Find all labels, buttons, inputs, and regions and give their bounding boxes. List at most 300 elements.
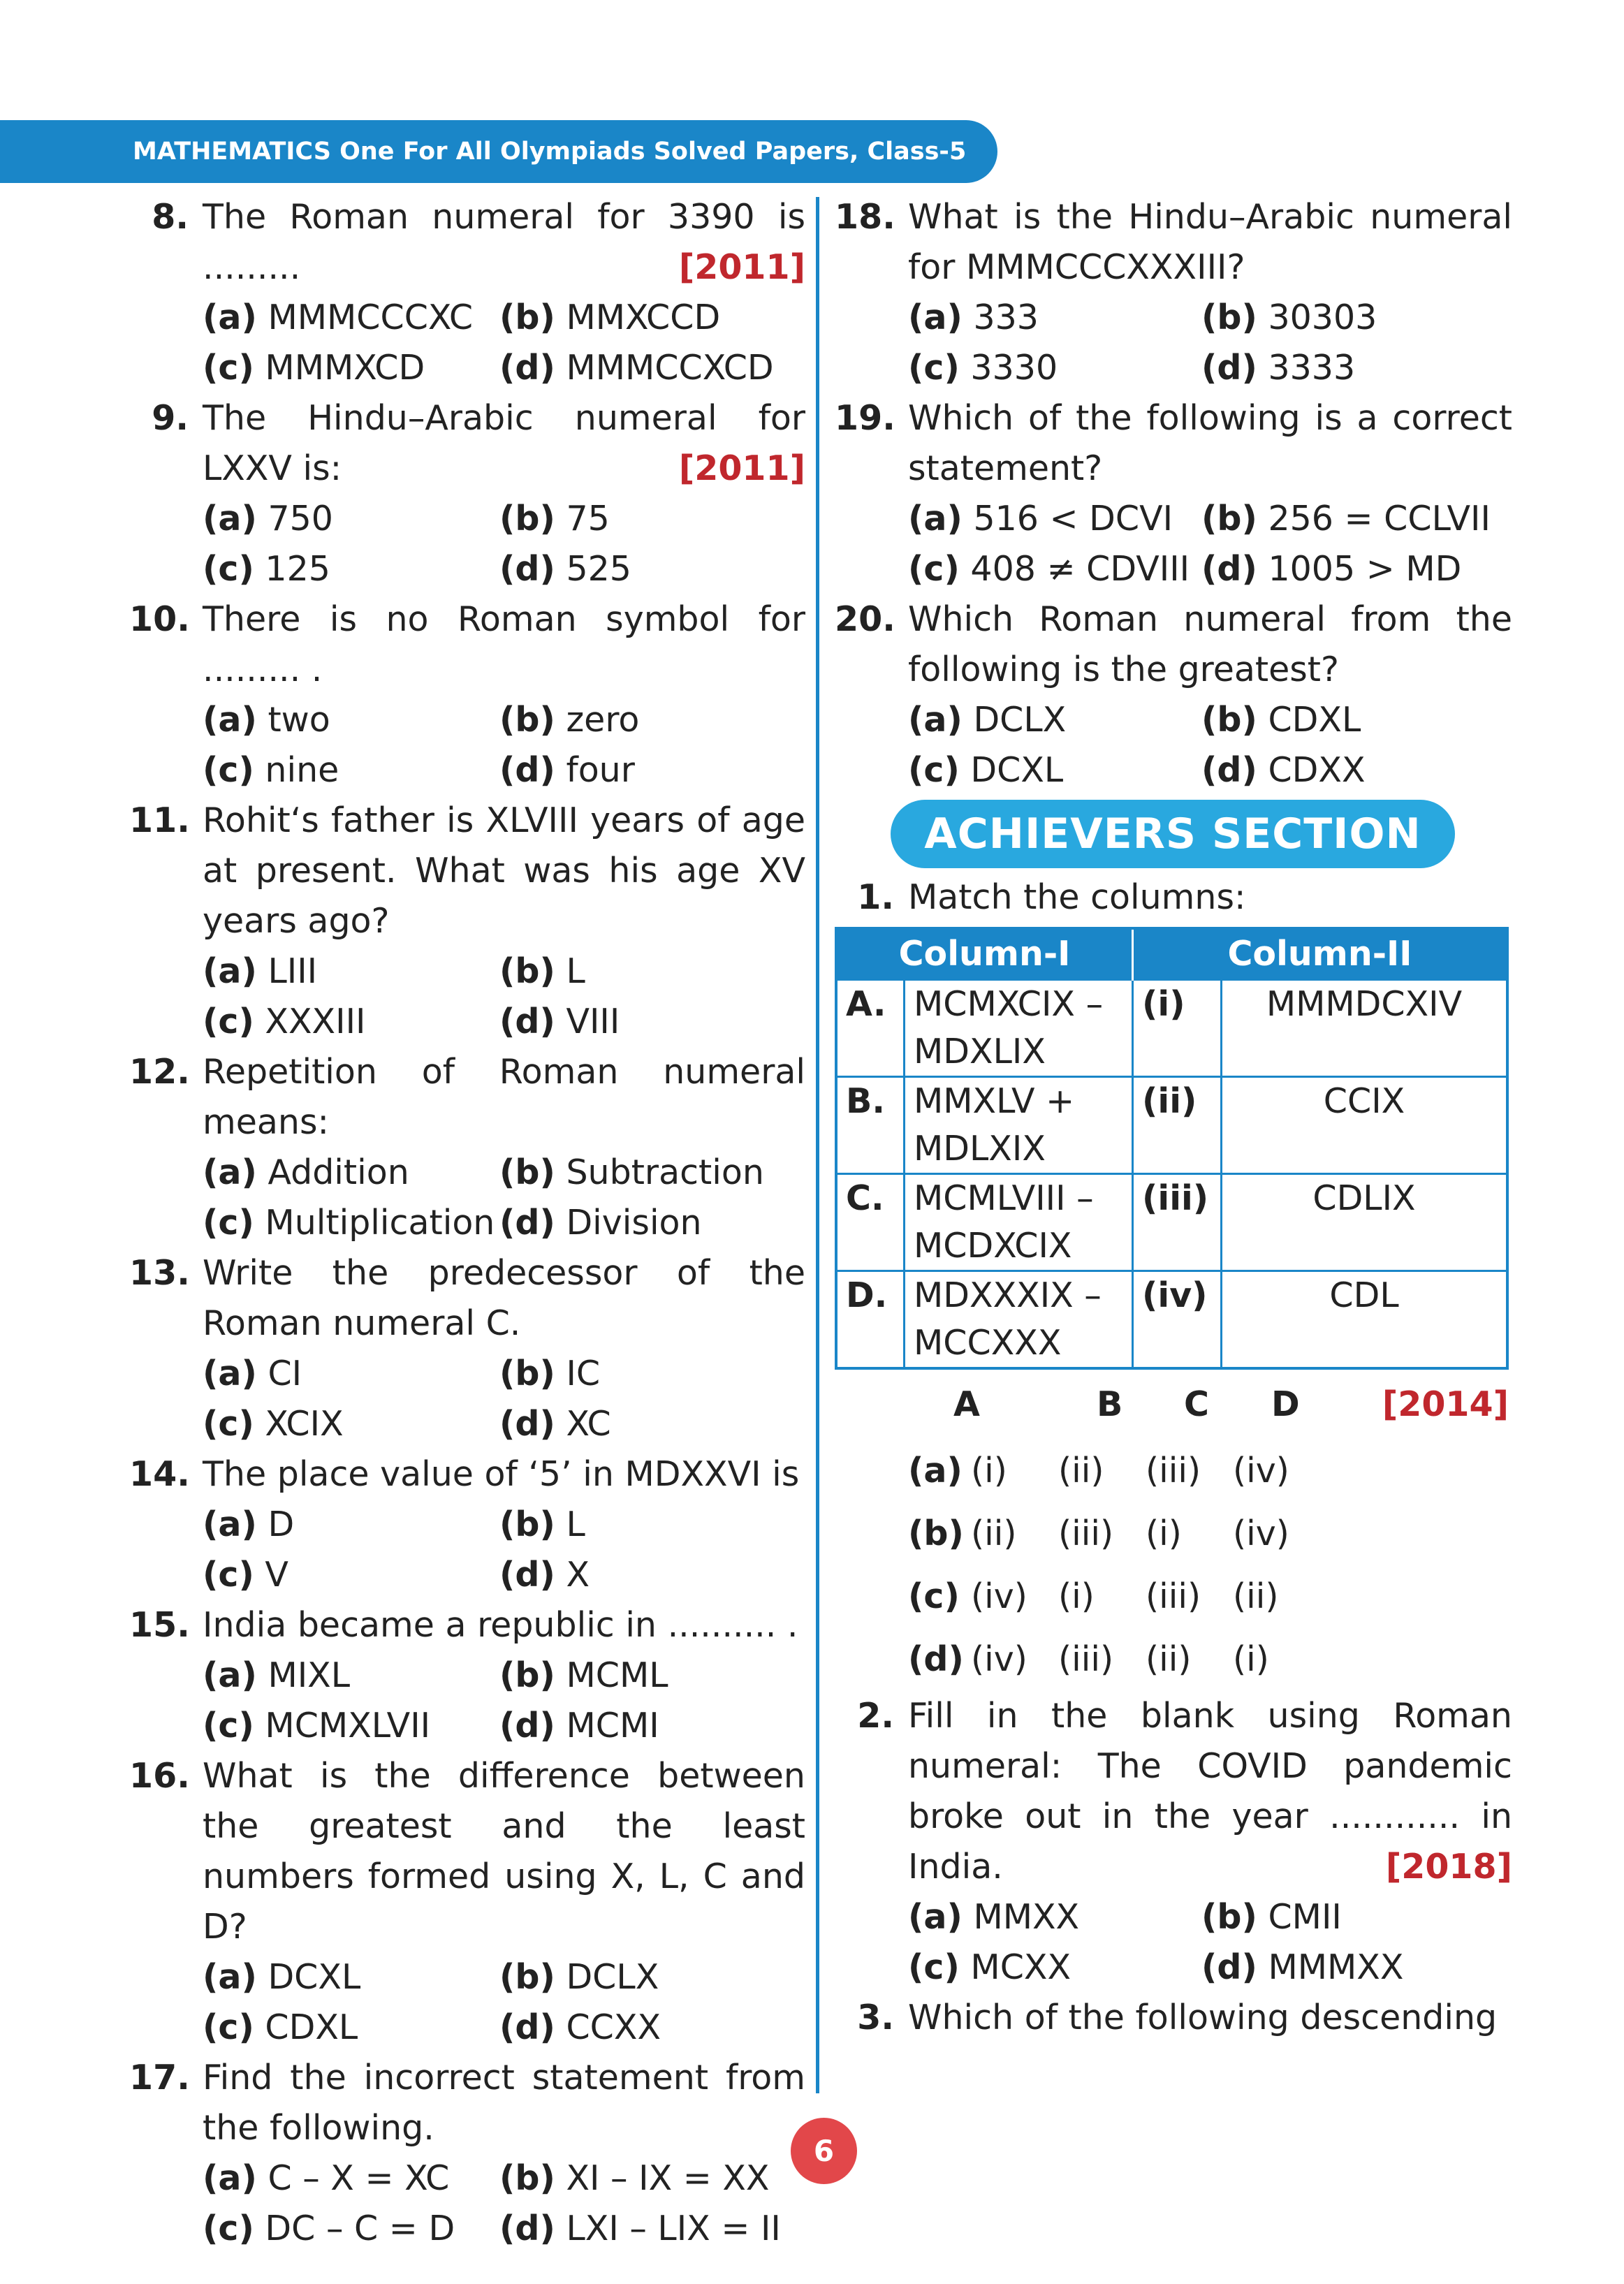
option xyxy=(203,1399,499,1449)
option-letter: (a) xyxy=(203,1505,257,1544)
option xyxy=(203,2003,499,2053)
question-text-content: Rohit‘s father is XLVIII years of age at present. What was his age XV years ago? xyxy=(203,800,805,941)
options xyxy=(129,1650,805,1751)
answer-header xyxy=(835,1370,1512,1440)
option xyxy=(203,1701,499,1751)
year-tag: [2014] xyxy=(1382,1384,1509,1424)
option xyxy=(203,695,499,745)
column-i-expression: MCMXCIX – MDXLIX xyxy=(905,980,1133,1077)
option xyxy=(499,1148,805,1198)
option xyxy=(1201,745,1512,796)
column-ii-value: CCIX xyxy=(1222,1077,1508,1174)
option xyxy=(499,1500,805,1550)
option-letter: (b) xyxy=(499,1505,555,1544)
option xyxy=(1201,494,1512,544)
options xyxy=(129,494,805,594)
option-letter: (c) xyxy=(203,549,254,589)
question-number: 15. xyxy=(129,1605,190,1645)
question-number: 19. xyxy=(835,398,895,438)
option-text: MIXL xyxy=(268,1655,351,1695)
option-text: MCML xyxy=(566,1655,668,1695)
option-letter: (d) xyxy=(1201,750,1257,790)
option-text: CDXX xyxy=(1268,750,1366,790)
year-tag: [2018] xyxy=(1385,1847,1512,1887)
match-row xyxy=(836,1174,1507,1271)
option-text: D xyxy=(268,1505,295,1544)
option-value: (ii) xyxy=(1146,1639,1192,1679)
match-table xyxy=(835,927,1509,1370)
question-text xyxy=(203,1047,805,1148)
option xyxy=(499,1550,805,1600)
question-number: 9. xyxy=(152,398,189,438)
option-value: (i) xyxy=(1146,1514,1182,1553)
option xyxy=(203,2204,499,2254)
question xyxy=(129,1449,805,1500)
option-value: (iii) xyxy=(1146,1451,1201,1491)
option xyxy=(203,745,499,796)
option-text: MCXX xyxy=(970,1947,1071,1987)
question-text-content: What is the Hindu–Arabic numeral for MMMCCCXXXIII? xyxy=(908,197,1512,287)
option xyxy=(499,1399,805,1449)
option-text: L xyxy=(566,951,585,991)
option-letter: (a) xyxy=(908,700,963,740)
option-letter: (c) xyxy=(203,750,254,790)
option-text: MMMCCCXC xyxy=(268,298,474,337)
question-text: Match the columns: xyxy=(908,877,1246,917)
option-text: Subtraction xyxy=(566,1152,764,1192)
achievers-section-banner xyxy=(835,796,1512,872)
option-text: 408 ≠ CDVIII xyxy=(970,549,1190,589)
question-number: 13. xyxy=(129,1253,190,1293)
option xyxy=(203,343,499,393)
option xyxy=(499,544,805,594)
option xyxy=(1201,343,1512,393)
option xyxy=(908,494,1201,544)
question-text xyxy=(908,393,1512,494)
option-value: (i) xyxy=(1233,1639,1269,1679)
option xyxy=(499,1198,805,1248)
option-value: (iv) xyxy=(1233,1514,1289,1553)
match-row xyxy=(836,980,1507,1077)
question xyxy=(129,1047,805,1148)
question xyxy=(835,872,1512,923)
option-letter: (b) xyxy=(499,1354,555,1393)
option xyxy=(203,494,499,544)
question-text xyxy=(203,796,805,946)
option-letter: (b) xyxy=(499,1655,555,1695)
left-column xyxy=(129,192,805,2254)
option-text: XC xyxy=(566,1404,611,1444)
option xyxy=(1201,293,1512,343)
row-roman: (iii) xyxy=(1133,1174,1222,1271)
answer-head-c: C xyxy=(1184,1384,1209,1424)
question-text xyxy=(203,594,805,695)
question-text-content: The place value of ‘5’ in MDXXVI is xyxy=(203,1454,800,1494)
option-text: MMMXX xyxy=(1268,1947,1404,1987)
option-text: 3330 xyxy=(970,348,1058,388)
option-text: CMII xyxy=(1268,1897,1342,1937)
answer-option xyxy=(835,1440,1512,1502)
option-letter: (c) xyxy=(203,1706,254,1745)
option xyxy=(203,1349,499,1399)
option-text: MMXX xyxy=(973,1897,1080,1937)
option-letter: (c) xyxy=(908,1947,960,1987)
option-letter: (a) xyxy=(908,298,963,337)
options xyxy=(129,2153,805,2254)
option xyxy=(499,997,805,1047)
option xyxy=(203,1650,499,1701)
option-text: MCMI xyxy=(566,1706,659,1745)
page-number: 6 xyxy=(791,2118,857,2184)
question-number: 2. xyxy=(857,1696,894,1736)
option xyxy=(203,1550,499,1600)
option-letter: (a) xyxy=(908,1451,963,1491)
options xyxy=(129,1349,805,1449)
question xyxy=(129,1600,805,1650)
question-number: 16. xyxy=(129,1756,190,1796)
option xyxy=(499,946,805,997)
option-letter: (b) xyxy=(1201,499,1257,539)
option-text: IC xyxy=(566,1354,601,1393)
option-text: 125 xyxy=(265,549,330,589)
option-text: 525 xyxy=(566,549,631,589)
option-letter: (b) xyxy=(1201,298,1257,337)
option-text: two xyxy=(268,700,330,740)
option-text: V xyxy=(265,1555,288,1595)
column-i-expression: MMXLV + MDLXIX xyxy=(905,1077,1133,1174)
question-text xyxy=(203,1751,805,1952)
option-letter: (a) xyxy=(203,1354,257,1393)
option xyxy=(499,2204,805,2254)
question xyxy=(129,594,805,695)
option-letter: (d) xyxy=(499,1203,555,1243)
question xyxy=(129,192,805,293)
question xyxy=(129,2053,805,2153)
question-text-content: Find the incorrect statement from the following. xyxy=(203,2058,805,2148)
option-text: Division xyxy=(566,1203,702,1243)
option-text: MCMXLVII xyxy=(265,1706,431,1745)
row-letter: B. xyxy=(836,1077,905,1174)
option-text: 75 xyxy=(566,499,610,539)
option xyxy=(499,1952,805,2003)
options xyxy=(835,1892,1512,1993)
option-letter: (b) xyxy=(499,1152,555,1192)
option-letter: (c) xyxy=(203,1404,254,1444)
question-text-content: The Hindu–Arabic numeral for LXXV is: xyxy=(203,398,805,488)
option-letter: (d) xyxy=(499,2209,555,2248)
options xyxy=(129,1148,805,1248)
option-letter: (c) xyxy=(203,2209,254,2248)
option xyxy=(203,997,499,1047)
question-text-content: Repetition of Roman numeral means: xyxy=(203,1052,805,1142)
option xyxy=(908,293,1201,343)
question-text-content: There is no Roman symbol for ......... . xyxy=(203,599,805,689)
year-tag: [2011] xyxy=(678,448,805,488)
option xyxy=(1201,695,1512,745)
option-text: 1005 > MD xyxy=(1268,549,1462,589)
answer-option xyxy=(835,1628,1512,1691)
option-value: (ii) xyxy=(971,1514,1017,1553)
option-text: LIII xyxy=(268,951,318,991)
option-text: DCLX xyxy=(973,700,1067,740)
option-text: CCXX xyxy=(566,2007,661,2047)
option-letter: (d) xyxy=(499,2007,555,2047)
option xyxy=(203,544,499,594)
option-letter: (d) xyxy=(499,348,555,388)
question-text-content: Fill in the blank using Roman numeral: The COVID pandemic broke out in the year ............ in India. xyxy=(908,1696,1512,1887)
option-text: four xyxy=(566,750,635,790)
question-number: 17. xyxy=(129,2058,190,2098)
option xyxy=(499,293,805,343)
option-letter: (b) xyxy=(499,298,555,337)
option-text: VIII xyxy=(566,1002,620,1041)
question xyxy=(835,1993,1512,2043)
option xyxy=(908,745,1201,796)
question-text-content: Write the predecessor of the Roman numeral C. xyxy=(203,1253,805,1343)
option-text: 333 xyxy=(973,298,1039,337)
option-letter: (c) xyxy=(203,1203,254,1243)
options xyxy=(129,1500,805,1600)
option-letter: (b) xyxy=(1201,1897,1257,1937)
option-text: MMMCCXCD xyxy=(566,348,774,388)
answer-option xyxy=(835,1502,1512,1565)
option-value: (iv) xyxy=(971,1576,1027,1616)
option xyxy=(1201,1892,1512,1942)
question-text xyxy=(908,594,1512,695)
match-table-header xyxy=(836,928,1507,980)
option xyxy=(499,2153,805,2204)
option xyxy=(499,695,805,745)
option-text: X xyxy=(566,1555,590,1595)
option xyxy=(908,1942,1201,1993)
question xyxy=(835,192,1512,293)
option-letter: (c) xyxy=(908,549,960,589)
options xyxy=(129,293,805,393)
options xyxy=(835,695,1512,796)
answer-head-b: B xyxy=(1097,1384,1123,1424)
option-letter: (a) xyxy=(203,499,257,539)
option xyxy=(203,1148,499,1198)
option-text: DCLX xyxy=(566,1957,659,1997)
options xyxy=(835,293,1512,393)
column-i-expression: MCMLVIII – MCDXCIX xyxy=(905,1174,1133,1271)
option xyxy=(203,293,499,343)
option-text: XCIX xyxy=(265,1404,344,1444)
option-letter: (d) xyxy=(1201,549,1257,589)
option-text: L xyxy=(566,1505,585,1544)
option-letter: (a) xyxy=(908,1897,963,1937)
option-letter: (a) xyxy=(908,499,963,539)
option-letter: (c) xyxy=(908,1576,960,1616)
question-text xyxy=(203,393,805,494)
option xyxy=(1201,544,1512,594)
option xyxy=(203,1952,499,2003)
column-i-header: Column-I xyxy=(836,928,1133,980)
option-text: 750 xyxy=(268,499,333,539)
column-ii-value: CDL xyxy=(1222,1271,1508,1369)
option xyxy=(908,343,1201,393)
option-text: DCXL xyxy=(970,750,1064,790)
option-letter: (a) xyxy=(203,1655,257,1695)
row-roman: (iv) xyxy=(1133,1271,1222,1369)
right-questions xyxy=(835,192,1512,796)
option xyxy=(908,695,1201,745)
question xyxy=(129,393,805,494)
options xyxy=(129,695,805,796)
option-letter: (d) xyxy=(499,549,555,589)
option-text: CDXL xyxy=(265,2007,358,2047)
options xyxy=(835,494,1512,594)
option xyxy=(499,1701,805,1751)
question-text xyxy=(203,1248,805,1349)
option-letter: (c) xyxy=(203,1002,254,1041)
option-letter: (d) xyxy=(499,1706,555,1745)
option-letter: (b) xyxy=(499,2158,555,2198)
option xyxy=(499,494,805,544)
question xyxy=(129,1248,805,1349)
option xyxy=(203,1198,499,1248)
option-letter: (d) xyxy=(499,1404,555,1444)
match-row xyxy=(836,1077,1507,1174)
option xyxy=(203,2153,499,2204)
question-number: 1. xyxy=(857,877,894,917)
option-letter: (d) xyxy=(499,750,555,790)
row-letter: C. xyxy=(836,1174,905,1271)
question-text xyxy=(908,192,1512,293)
achievers-section-title: ACHIEVERS SECTION xyxy=(891,800,1455,868)
option-letter: (b) xyxy=(499,1957,555,1997)
option-letter: (c) xyxy=(203,348,254,388)
option-text: MMXCCD xyxy=(566,298,721,337)
options xyxy=(129,1952,805,2053)
question-text xyxy=(908,1691,1512,1892)
option-value: (i) xyxy=(1058,1576,1095,1616)
option-value: (i) xyxy=(971,1451,1007,1491)
question-text-content: India became a republic in .......... . xyxy=(203,1605,798,1645)
option-value: (iv) xyxy=(1233,1451,1289,1491)
option-text: 30303 xyxy=(1268,298,1377,337)
question-number: 20. xyxy=(835,599,895,639)
option-letter: (d) xyxy=(499,1555,555,1595)
match-row xyxy=(836,1271,1507,1369)
answer-options xyxy=(835,1440,1512,1691)
column-ii-value: MMMDCXIV xyxy=(1222,980,1508,1077)
option-text: LXI – LIX = II xyxy=(566,2209,781,2248)
question-text-content: Which of the following is a correct statement? xyxy=(908,398,1512,488)
right-column xyxy=(835,192,1512,2043)
question-text-content: The Roman numeral for 3390 is ......... xyxy=(203,197,805,287)
option-text: nine xyxy=(265,750,339,790)
option-letter: (c) xyxy=(203,1555,254,1595)
option xyxy=(499,1650,805,1701)
question xyxy=(835,594,1512,695)
option xyxy=(499,343,805,393)
option-text: zero xyxy=(566,700,640,740)
option-letter: (c) xyxy=(203,2007,254,2047)
column-i-expression: MDXXXIX – MCCXXX xyxy=(905,1271,1133,1369)
option-text: MMMXCD xyxy=(265,348,425,388)
question xyxy=(835,1691,1512,1892)
question-number: 10. xyxy=(129,599,190,639)
question-text xyxy=(203,2053,805,2153)
option-letter: (a) xyxy=(203,951,257,991)
option-letter: (c) xyxy=(908,348,960,388)
option-letter: (a) xyxy=(203,2158,257,2198)
column-ii-value: CDLIX xyxy=(1222,1174,1508,1271)
answer-head-a: A xyxy=(953,1384,980,1424)
option-letter: (b) xyxy=(499,700,555,740)
option-letter: (b) xyxy=(499,499,555,539)
column-divider xyxy=(816,197,819,2093)
question-text xyxy=(203,1600,805,1650)
option-text: Addition xyxy=(268,1152,409,1192)
option-letter: (a) xyxy=(203,1957,257,1997)
option-value: (iii) xyxy=(1058,1514,1114,1553)
question-text xyxy=(203,192,805,293)
question xyxy=(835,393,1512,494)
option-text: C – X = XC xyxy=(268,2158,450,2198)
option-letter: (d) xyxy=(1201,1947,1257,1987)
year-tag: [2011] xyxy=(678,247,805,287)
option-text: Multiplication xyxy=(265,1203,495,1243)
option-text: XXXIII xyxy=(265,1002,366,1041)
option-letter: (b) xyxy=(1201,700,1257,740)
question xyxy=(129,1751,805,1952)
option xyxy=(908,1892,1201,1942)
row-letter: D. xyxy=(836,1271,905,1369)
option-letter: (d) xyxy=(499,1002,555,1041)
question-number: 12. xyxy=(129,1052,190,1092)
option-value: (iii) xyxy=(1146,1576,1201,1616)
option-text: 516 < DCVI xyxy=(973,499,1173,539)
option-letter: (d) xyxy=(908,1639,964,1679)
option-text: 256 = CCLVII xyxy=(1268,499,1491,539)
row-roman: (ii) xyxy=(1133,1077,1222,1174)
option-letter: (a) xyxy=(203,298,257,337)
question xyxy=(129,796,805,946)
option-value: (ii) xyxy=(1233,1576,1279,1616)
column-ii-header: Column-II xyxy=(1133,928,1508,980)
answer-head-d: D xyxy=(1271,1384,1300,1424)
row-roman: (i) xyxy=(1133,980,1222,1077)
question-number: 3. xyxy=(857,1998,894,2037)
option-letter: (a) xyxy=(203,700,257,740)
option-value: (iv) xyxy=(971,1639,1027,1679)
option xyxy=(1201,1942,1512,1993)
option-letter: (d) xyxy=(1201,348,1257,388)
question-text-content: Which Roman numeral from the following is the greatest? xyxy=(908,599,1512,689)
option-text: CI xyxy=(268,1354,302,1393)
option xyxy=(908,544,1201,594)
option xyxy=(499,745,805,796)
option-letter: (c) xyxy=(908,750,960,790)
option-letter: (a) xyxy=(203,1152,257,1192)
option xyxy=(203,946,499,997)
option-text: CDXL xyxy=(1268,700,1361,740)
question-number: 14. xyxy=(129,1454,190,1494)
answer-option xyxy=(835,1565,1512,1628)
option-value: (ii) xyxy=(1058,1451,1104,1491)
option-letter: (b) xyxy=(908,1514,964,1553)
question-number: 18. xyxy=(835,197,895,237)
row-letter: A. xyxy=(836,980,905,1077)
header-title: MATHEMATICS One For All Olympiads Solved Papers, Class-5 xyxy=(133,138,967,166)
option-text: XI – IX = XX xyxy=(566,2158,770,2198)
question-number: 8. xyxy=(152,197,189,237)
option-letter: (b) xyxy=(499,951,555,991)
option xyxy=(499,2003,805,2053)
option-text: DCXL xyxy=(268,1957,361,1997)
